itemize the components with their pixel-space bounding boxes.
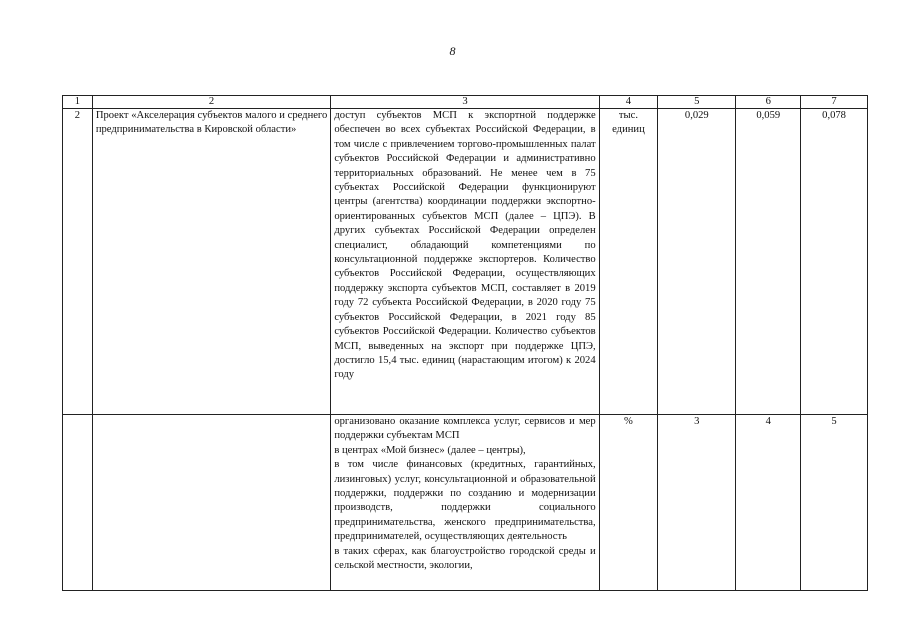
result-segment: организовано оказание комплекса услуг, сервисов и мер поддержки субъектам МСП — [334, 416, 596, 442]
unit-line: единиц — [612, 124, 645, 136]
value-col-7: 5 — [801, 415, 868, 591]
indicators-table — [62, 95, 868, 591]
table-header-row — [63, 96, 868, 109]
header-cell-4: 4 — [599, 96, 658, 109]
value-col-5: 0,029 — [658, 109, 736, 415]
value-col-5: 3 — [658, 415, 736, 591]
header-cell-3: 3 — [331, 96, 599, 109]
header-cell-6: 6 — [736, 96, 801, 109]
value-col-7: 0,078 — [801, 109, 868, 415]
table-row — [63, 415, 868, 591]
result-segment: в центрах «Мой бизнес» (далее – центры), — [334, 444, 526, 456]
result-segment: в том числе финансовых (кредитных, гарантийных, лизинговых) услуг, консультационной и образовательной поддержки, поддержки по созданию и модернизации производств, поддержки социального предпринимательства, женского предпринимательства, предпринимателей, осуществляющих деятельность — [334, 459, 596, 543]
row-number: 2 — [63, 109, 93, 415]
result-description — [331, 415, 599, 591]
page-number: 8 — [449, 44, 456, 58]
unit-line: тыс. — [618, 110, 638, 121]
table-row — [63, 109, 868, 415]
row-number — [63, 415, 93, 591]
value-col-6: 4 — [736, 415, 801, 591]
header-cell-5: 5 — [658, 96, 736, 109]
project-name — [92, 415, 331, 591]
header-cell-2: 2 — [92, 96, 331, 109]
unit-cell — [599, 109, 658, 415]
result-description: доступ субъектов МСП к экспортной поддержке обеспечен во всех субъектах Российской Федерации, в том числе с привлечением торгово-промышленных палат субъектов Российской Федерации и административно территориальных образований. Не менее чем в 75 субъектах Российской Федерации функционируют центры (агентства) координации поддержки экспортно-ориентированных субъектов МСП (далее – ЦПЭ). В других субъектах Российской Федерации определен специалист, обладающий компетенциями по консультационной поддержке экспортеров. Количество субъектов Российской Федерации, осуществляющих поддержку экспорта субъектов МСП, составляет в 2019 году 72 субъекта Российской Федерации, в 2020 году 75 субъектов Российской Федерации, в 2021 году 85 субъектов Российской Федерации. Количество субъектов МСП, выведенных на экспорт при поддержке ЦПЭ, достигло 15,4 тыс. единиц (нарастающим итогом) к 2024 году — [331, 109, 599, 415]
unit-cell: % — [599, 415, 658, 591]
project-name: Проект «Акселерация субъектов малого и среднего предпринимательства в Кировской области» — [92, 109, 331, 415]
value-col-6: 0,059 — [736, 109, 801, 415]
header-cell-7: 7 — [801, 96, 868, 109]
result-segment: в таких сферах, как благоустройство городской среды и сельской местности, экологии, — [334, 545, 596, 572]
header-cell-1: 1 — [63, 96, 93, 109]
